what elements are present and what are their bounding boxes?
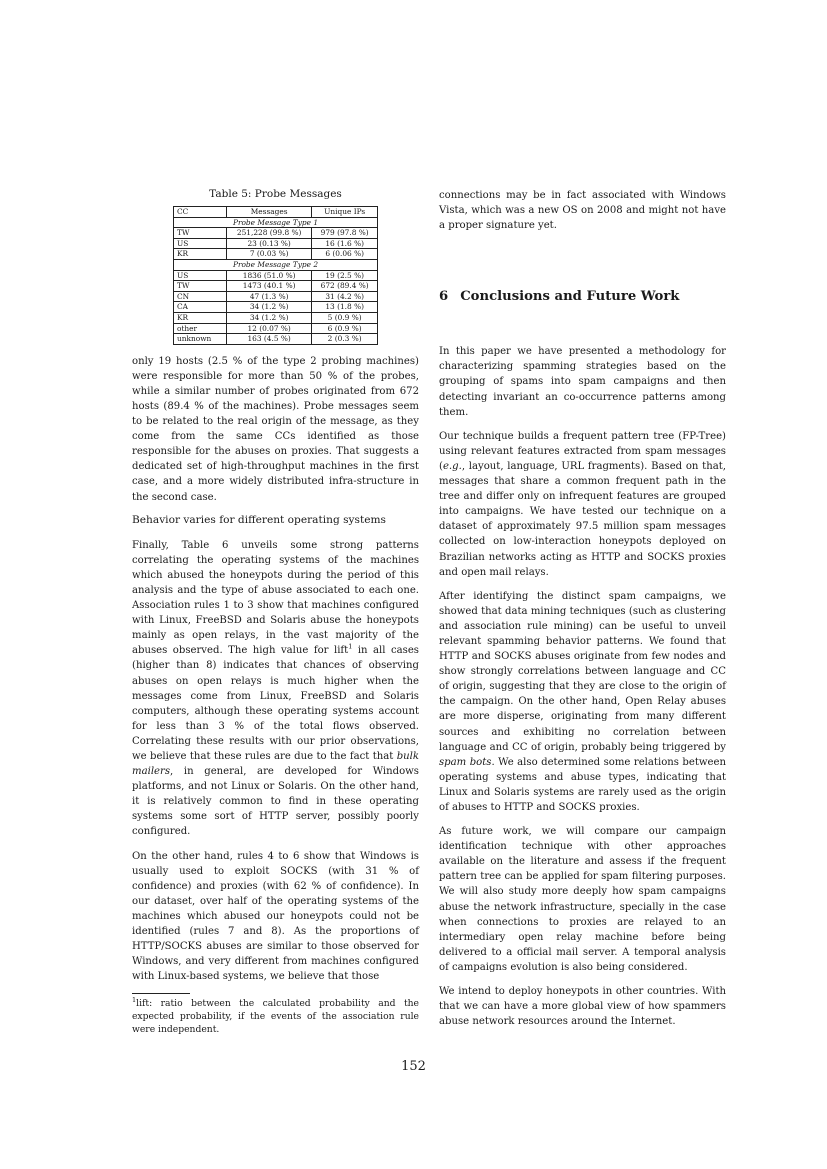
header-messages: Messages	[227, 207, 312, 218]
cell-cc: CA	[174, 302, 227, 313]
table-caption: Table 5: Probe Messages	[209, 188, 342, 200]
page-number: 152	[401, 1059, 426, 1074]
cell-unique-ips: 16 (1.6 %)	[312, 238, 378, 249]
cell-cc: US	[174, 238, 227, 249]
cell-cc: TW	[174, 228, 227, 239]
table-row	[174, 228, 378, 239]
header-unique-ips: Unique IPs	[312, 207, 378, 218]
section-number: 6	[439, 289, 449, 305]
cell-cc: US	[174, 270, 227, 281]
cell-cc: unknown	[174, 334, 227, 345]
footnote-text: lift: ratio between the calculated probability and the expected probability, if the events of the association rule were independent.	[132, 998, 419, 1035]
paragraph-future-work: As future work, we will compare our campaign identification technique with other approaches available on the literature and assess if the frequent pattern tree can be applied for spam filtering purposes. We will also study more deeply how spam campaigns abuse the network infrastructure, specially in the case when connections to proxies are relayed to an intermediary open relay machine before being delivered to a official mail server. A temporal analysis of campaigns evolution is also being considered.	[439, 826, 726, 973]
section-title: Conclusions and Future Work	[460, 289, 680, 305]
text-segment: , in general, are developed for Windows platforms, and not Linux or Solaris. On the other hand, it is relatively common to find in these operating systems some sort of HTTP server, possibly poorly configured.	[132, 766, 419, 838]
emphasis-bulk-mailers: bulk mailers	[132, 750, 419, 778]
cell-messages: 1836 (51.0 %)	[227, 270, 312, 281]
cell-messages: 47 (1.3 %)	[227, 291, 312, 302]
paragraph-fp-tree	[439, 429, 726, 580]
table-row	[174, 249, 378, 260]
text-segment: After identifying the distinct spam campaigns, we showed that data mining techniques (such as clustering and association rule mining) can be useful to unveil relevant spamming behavior patterns. We found that HTTP and SOCKS abuses originate from few nodes and show strongly correlations between language and CC of origin, suggesting that they are close to the origin of the campaign. On the other hand, Open Relay abuses are more disperse, originating from many different sources and exhibiting no correlation between language and CC of origin, probably being triggered by	[439, 590, 726, 753]
probe-messages-table	[173, 206, 378, 345]
paragraph-windows-rules: On the other hand, rules 4 to 6 show that Windows is usually used to exploit SOCKS (with 31 % of confidence) and proxies (with 62 % of confidence). In our dataset, over half of the operating systems of the machines which abused our honeypots could not be identified (rules 7 and 8). As the proportions of HTTP/SOCKS abuses are similar to those observed for Windows, and very different from machines configured with Linux-based systems, we believe that those	[132, 850, 419, 983]
text-segment: in all cases (higher than 8) indicates that chances of observing abuses on open relays is much higher when the messages come from Linux, FreeBSD and Solaris computers, although these operating systems account for less than 3 % of the total flows observed. Correlating these results with our prior observations, we believe that these rules are due to the fact that	[132, 645, 419, 762]
text-segment: Our technique builds a frequent pattern tree (FP-Tree) using relevant features extracted from spam messages (	[439, 430, 726, 472]
cell-messages: 1473 (40.1 %)	[227, 281, 312, 292]
text-segment: . We also determined some relations between operating systems and abuse types, indicating that Linux and Solaris systems are rarely used as the origin of abuses to HTTP and SOCKS proxies.	[439, 756, 727, 813]
cell-cc: CN	[174, 291, 227, 302]
text-segment: , layout, language, URL fragments). Based on that, messages that share a common frequent path in the tree and differ only on infrequent features are grouped into campaigns. We have tested our technique on a dataset of approximately 97.5 million spam messages collected on low-interaction honeypots deployed on Brazilian networks acting as HTTP and SOCKS proxies and open mail relays.	[439, 460, 726, 578]
cell-unique-ips: 19 (2.5 %)	[312, 270, 378, 281]
cell-unique-ips: 5 (0.9 %)	[312, 312, 378, 323]
paragraph-probe-analysis: only 19 hosts (2.5 % of the type 2 probing machines) were responsible for more than 50 % of the probes, while a similar number of probes originated from 672 hosts (89.4 % of the machines). Probe messages seem to be related to the real origin of the message, as they come from the same CCs identified as those responsible for the abuses on proxies. That suggests a dedicated set of high-throughput machines in the first case, and a more widely distributed infra-structure in the second case.	[132, 355, 419, 503]
footnote-mark: 1	[132, 996, 137, 1005]
section-title-type-1: Probe Message Type 1	[174, 217, 378, 228]
cell-unique-ips: 2 (0.3 %)	[312, 334, 378, 345]
paragraph-heading-os-behavior: Behavior varies for different operating systems	[132, 513, 386, 526]
section-heading-conclusions	[439, 289, 726, 304]
cell-unique-ips: 6 (0.06 %)	[312, 249, 378, 260]
cell-messages: 7 (0.03 %)	[227, 249, 312, 260]
cell-unique-ips: 979 (97.8 %)	[312, 228, 378, 239]
footnote-divider	[132, 993, 190, 994]
cell-cc: KR	[174, 249, 227, 260]
paragraph-deploy-honeypots: We intend to deploy honeypots in other countries. With that we can have a more global view of how spammers abuse network resources around the Internet.	[439, 986, 726, 1028]
cell-unique-ips: 672 (89.4 %)	[312, 281, 378, 292]
cell-messages: 34 (1.2 %)	[227, 302, 312, 313]
table-row	[174, 270, 378, 281]
table-section-row	[174, 259, 378, 270]
table-row	[174, 302, 378, 313]
cell-messages: 34 (1.2 %)	[227, 312, 312, 323]
table-row	[174, 291, 378, 302]
header-cc: CC	[174, 207, 227, 218]
emphasis-eg: e.g.	[442, 460, 462, 472]
table-row	[174, 334, 378, 345]
footnote	[132, 998, 419, 1036]
cell-unique-ips: 6 (0.9 %)	[312, 323, 378, 334]
table-section-row	[174, 217, 378, 228]
text-segment: Finally, Table 6 unveils some strong patterns correlating the operating systems of the machines which abused the honeypots during the period of this analysis and the type of abuse associated to each one. Association rules 1 to 3 show that machines configured with Linux, FreeBSD and Solaris abuse the honeypots mainly as open relays, in the vast majority of the abuses observed. The high value for lift	[132, 539, 419, 657]
paragraph-windows-vista: connections may be in fact associated with Windows Vista, which was a new OS on 2008 and might not have a proper signature yet.	[439, 190, 726, 232]
right-column	[439, 188, 726, 1038]
cell-messages: 23 (0.13 %)	[227, 238, 312, 249]
table-row	[174, 323, 378, 334]
paragraph-findings	[439, 589, 726, 815]
paragraph-os-patterns	[132, 538, 419, 840]
footnote-reference[interactable]: 1	[348, 642, 353, 651]
section-title-type-2: Probe Message Type 2	[174, 259, 378, 270]
left-column	[132, 188, 419, 1037]
cell-cc: KR	[174, 312, 227, 323]
cell-messages: 251,228 (99.8 %)	[227, 228, 312, 239]
cell-unique-ips: 31 (4.2 %)	[312, 291, 378, 302]
table-row	[174, 312, 378, 323]
cell-cc: TW	[174, 281, 227, 292]
table-row	[174, 281, 378, 292]
cell-messages: 12 (0.07 %)	[227, 323, 312, 334]
emphasis-spam-bots: spam bots	[439, 756, 492, 768]
cell-unique-ips: 13 (1.8 %)	[312, 302, 378, 313]
table-header-row	[174, 207, 378, 218]
cell-cc: other	[174, 323, 227, 334]
table-row	[174, 238, 378, 249]
paragraph-methodology: In this paper we have presented a methodology for characterizing spamming strategies based on the grouping of spams into spam campaigns and then detecting invariant an co-occurrence patterns among them.	[439, 346, 726, 418]
cell-messages: 163 (4.5 %)	[227, 334, 312, 345]
